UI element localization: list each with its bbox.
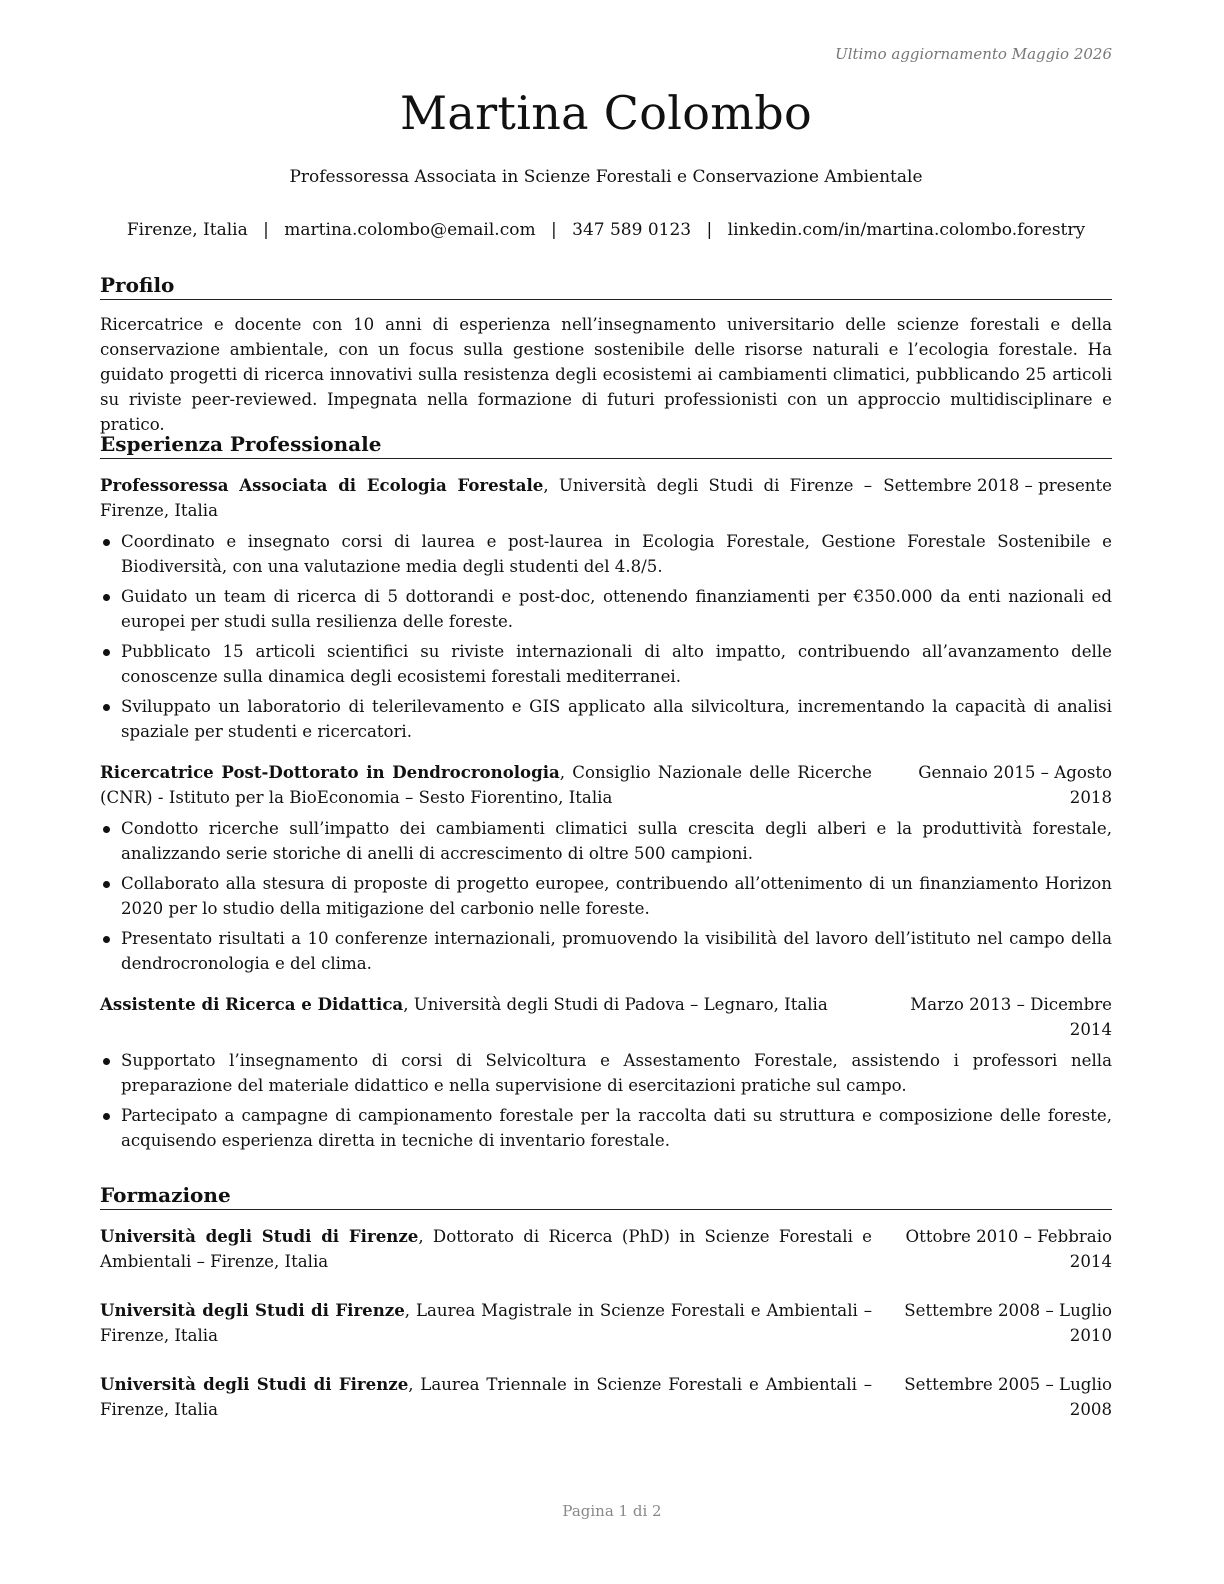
- list-item: [100, 871, 1112, 921]
- education-degree: , Laurea Triennale in Scienze Forestali e Ambientali – Firenze, Italia: [100, 1375, 872, 1419]
- bullet-text: Pubblicato 15 articoli scientifici su riviste internazionali di alto impatto, contribuendo all’avanzamento delle conoscenze sulla dinamica degli ecosistemi forestali mediterranei.: [121, 642, 1112, 686]
- section-title-education: Formazione: [100, 1182, 1112, 1210]
- education-school-degree: [100, 1298, 872, 1348]
- bullet-text: Sviluppato un laboratorio di telerilevamento e GIS applicato alla silvicoltura, incrementando la capacità di analisi spaziale per studenti e ricercatori.: [121, 697, 1112, 741]
- contact-location: Firenze, Italia: [126, 220, 248, 240]
- experience-role: Professoressa Associata di Ecologia Forestale: [100, 475, 544, 495]
- bullet-text: Guidato un team di ricerca di 5 dottorandi e post-doc, ottenendo finanziamenti per €350.000 da enti nazionali ed europei per studi sulla resilienza delle foreste.: [121, 587, 1112, 631]
- experience-entry-header: [100, 760, 1112, 810]
- education-school-degree: [100, 1224, 872, 1274]
- experience-role-org: [100, 473, 872, 523]
- contact-phone: 347 589 0123: [572, 220, 692, 240]
- education-entry-header: [100, 1224, 1112, 1274]
- bullet-text: Partecipato a campagne di campionamento forestale per la raccolta dati su struttura e composizione delle foreste, acquisendo esperienza diretta in tecniche di inventario forestale.: [121, 1106, 1112, 1150]
- experience-role: Ricercatrice Post-Dottorato in Dendrocronologia: [100, 762, 560, 782]
- bullet-dot-icon: [103, 649, 110, 656]
- experience-role-org: [100, 992, 872, 1017]
- section-title-experience: Esperienza Professionale: [100, 431, 1112, 459]
- candidate-headline: Professoressa Associata in Scienze Forestali e Conservazione Ambientale: [289, 167, 923, 187]
- experience-entry: [100, 473, 1112, 744]
- education-entry: [100, 1298, 1112, 1348]
- experience-bullets: [100, 1048, 1112, 1153]
- education-entry-header: [100, 1372, 1112, 1422]
- section-profile: [100, 272, 1112, 437]
- education-dates: Settembre 2005 – Luglio 2008: [904, 1375, 1112, 1419]
- contact-separator: |: [550, 220, 557, 240]
- experience-org: , Università degli Studi di Padova – Legnaro, Italia: [403, 995, 828, 1014]
- list-item: [100, 584, 1112, 634]
- experience-dates: Gennaio 2015 – Agosto 2018: [918, 763, 1112, 807]
- contact-line: [80, 220, 1132, 240]
- contact-separator: |: [706, 220, 713, 240]
- experience-org: , Consiglio Nazionale delle Ricerche (CNR) - Istituto per la BioEconomia – Sesto Fiorentino, Italia: [100, 763, 872, 807]
- contact-email[interactable]: martina.colombo@email.com: [284, 220, 536, 240]
- list-item: [100, 1103, 1112, 1153]
- bullet-dot-icon: [103, 936, 110, 943]
- experience-entry: [100, 992, 1112, 1153]
- education-dates: Settembre 2008 – Luglio 2010: [904, 1301, 1112, 1345]
- education-dates: Ottobre 2010 – Febbraio 2014: [905, 1227, 1112, 1271]
- experience-dates: Settembre 2018 – presente: [883, 476, 1112, 495]
- experience-role: Assistente di Ricerca e Didattica: [100, 994, 404, 1014]
- education-school: Università degli Studi di Firenze: [100, 1300, 405, 1320]
- section-title-profile: Profilo: [100, 272, 1112, 300]
- experience-entry-header: [100, 473, 1112, 523]
- bullet-dot-icon: [103, 1058, 110, 1065]
- experience-entry-header: [100, 992, 1112, 1042]
- bullet-dot-icon: [103, 1113, 110, 1120]
- education-school: Università degli Studi di Firenze: [100, 1226, 419, 1246]
- experience-dates: Marzo 2013 – Dicembre 2014: [910, 995, 1112, 1039]
- education-degree: , Dottorato di Ricerca (PhD) in Scienze Forestali e Ambientali – Firenze, Italia: [100, 1227, 872, 1271]
- list-item: [100, 529, 1112, 579]
- section-education: [100, 1182, 1112, 1438]
- list-item: [100, 926, 1112, 976]
- list-item: [100, 639, 1112, 689]
- profile-summary: Ricercatrice e docente con 10 anni di esperienza nell’insegnamento universitario delle scienze forestali e della conservazione ambientale, con un focus sulla gestione sostenibile delle risorse naturali e l’ecologia forestale. Ha guidato progetti di ricerca innovativi sulla resistenza degli ecosistemi ai cambiamenti climatici, pubblicando 25 articoli su riviste peer-reviewed. Impegnata nella formazione di futuri professionisti con un approccio multidisciplinare e pratico.: [100, 315, 1112, 434]
- contact-separator: |: [263, 220, 269, 240]
- bullet-dot-icon: [103, 704, 110, 711]
- experience-org: , Università degli Studi di Firenze – Firenze, Italia: [100, 476, 872, 520]
- bullet-text: Supportato l’insegnamento di corsi di Selvicoltura e Assestamento Forestale, assistendo i professori nella preparazione del materiale didattico e nella supervisione di esercitazioni pratiche sul campo.: [121, 1051, 1112, 1095]
- experience-entry: [100, 760, 1112, 976]
- page-number: Pagina 1 di 2: [562, 1502, 662, 1520]
- education-school: Università degli Studi di Firenze: [100, 1374, 409, 1394]
- bullet-text: Presentato risultati a 10 conferenze internazionali, promuovendo la visibilità del lavoro dell’istituto nel campo della dendrocronologia e del clima.: [121, 929, 1112, 973]
- list-item: [100, 694, 1112, 744]
- experience-bullets: [100, 816, 1112, 976]
- education-entry-header: [100, 1298, 1112, 1348]
- contact-linkedin[interactable]: linkedin.com/in/martina.colombo.forestry: [727, 220, 1086, 240]
- section-experience: [100, 431, 1112, 1169]
- experience-bullets: [100, 529, 1112, 744]
- education-entry: [100, 1224, 1112, 1274]
- education-degree: , Laurea Magistrale in Scienze Forestali e Ambientali – Firenze, Italia: [100, 1301, 873, 1345]
- education-school-degree: [100, 1372, 872, 1422]
- list-item: [100, 816, 1112, 866]
- bullet-dot-icon: [103, 881, 110, 888]
- bullet-text: Coordinato e insegnato corsi di laurea e post-laurea in Ecologia Forestale, Gestione Forestale Sostenibile e Biodiversità, con una valutazione media degli studenti del 4.8/5.: [121, 532, 1112, 576]
- list-item: [100, 1048, 1112, 1098]
- bullet-dot-icon: [103, 826, 110, 833]
- bullet-text: Collaborato alla stesura di proposte di progetto europee, contribuendo all’ottenimento di un finanziamento Horizon 2020 per lo studio della mitigazione del carbonio nelle foreste.: [121, 874, 1112, 918]
- bullet-text: Condotto ricerche sull’impatto dei cambiamenti climatici sulla crescita degli alberi e la produttività forestale, analizzando serie storiche di anelli di accrescimento di oltre 500 campioni.: [121, 819, 1112, 863]
- candidate-name: Martina Colombo: [400, 86, 812, 140]
- bullet-dot-icon: [103, 594, 110, 601]
- last-updated-note: Ultimo aggiornamento Maggio 2026: [835, 45, 1112, 63]
- bullet-dot-icon: [103, 539, 110, 546]
- education-entry: [100, 1372, 1112, 1422]
- experience-role-org: [100, 760, 872, 810]
